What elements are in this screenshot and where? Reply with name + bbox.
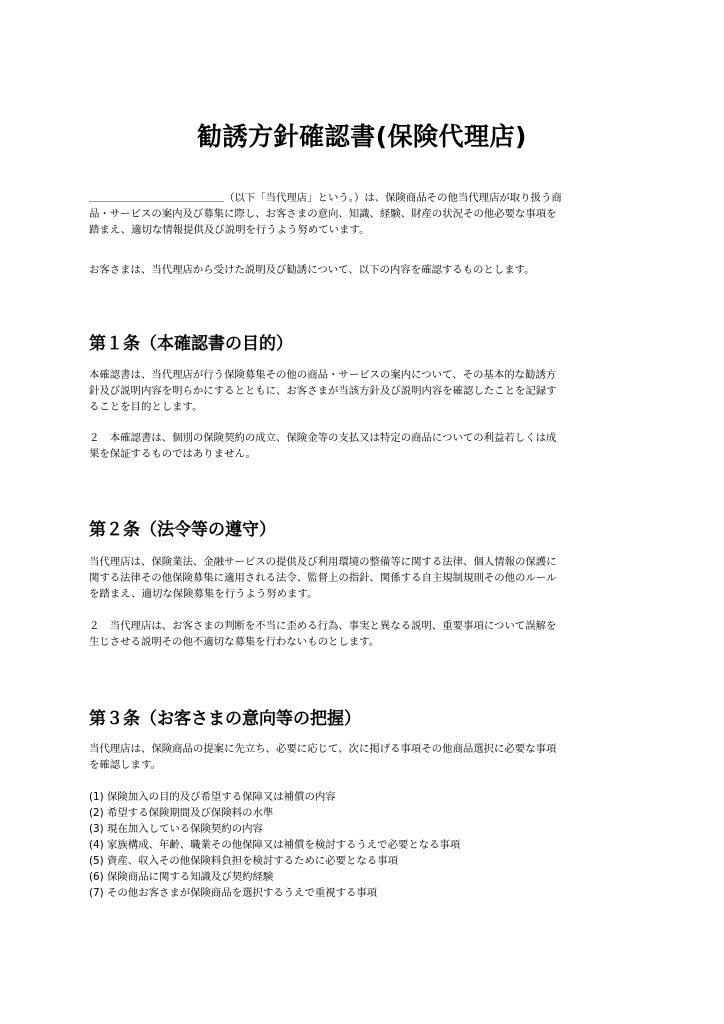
intro-paragraph-2: [89, 262, 637, 278]
article-1-paragraph-1: [89, 367, 637, 415]
article-3-heading: 第３条（お客さまの意向等の把握）: [89, 709, 361, 729]
paragraph-line: ２ 当代理店は、お客さまの判断を不当に歪める行為、事実と異なる説明、重要事項について誤解を: [89, 620, 557, 632]
paragraph-line: 当代理店は、保険業法、金融サービスの提供及び利用環境の整備等に関する法律、個人情報の保護に: [89, 556, 557, 568]
article-3-paragraph-1: [89, 741, 637, 773]
list-item: (2) 希望する保険期間及び保険料の水準: [89, 807, 274, 819]
paragraph-line: 関する法律その他保険募集に適用される法令、監督上の指針、関係する自主規制規則その他のルール: [89, 572, 557, 584]
list-item: (6) 保険商品に関する知識及び契約経験: [89, 871, 274, 883]
intro-line: お客さまは、当代理店から受けた説明及び勧誘について、以下の内容を確認するものとします。: [89, 264, 535, 276]
article-2-heading: 第２条（法令等の遵守）: [89, 520, 276, 540]
paragraph-line: 生じさせる説明その他不適切な募集を行わないものとします。: [89, 636, 380, 648]
intro-paragraph: [89, 190, 637, 238]
article-2-paragraph-1: [89, 554, 637, 602]
paragraph-line: を確認します。: [89, 759, 161, 771]
paragraph-line: 当代理店は、保険商品の提案に先立ち、必要に応じて、次に掲げる事項その他商品選択に必要な事項: [89, 743, 557, 755]
paragraph-line: 果を保証するものではありません。: [89, 448, 256, 460]
list-item: (3) 現在加入している保険契約の内容: [89, 823, 263, 835]
intro-line: 品・サービスの案内及び募集に際し、お客さまの意向、知識、経験、財産の状況その他必要な事項を: [89, 208, 557, 220]
document-title: 勧誘方針確認書(保険代理店): [197, 122, 527, 151]
list-item: (4) 家族構成、年齢、職業その他保障又は補償を検討するうえで必要となる事項: [89, 839, 461, 851]
paragraph-line: を踏まえ、適切な保険募集を行うよう努めます。: [89, 588, 318, 600]
paragraph-line: ２ 本確認書は、個別の保険契約の成立、保険金等の支払又は特定の商品についての利益若しくは成: [89, 432, 557, 444]
intro-line: 踏まえ、適切な情報提供及び説明を行うよう努めています。: [89, 224, 370, 236]
article-3-item-list: [89, 789, 637, 901]
paragraph-line: 針及び説明内容を明らかにするとともに、お客さまが当該方針及び説明内容を確認したことを記録す: [89, 385, 557, 397]
intro-line: ＿＿＿＿＿＿＿＿＿＿＿＿＿（以下「当代理店」という。）は、保険商品その他当代理店が取り扱う商: [89, 192, 562, 204]
article-1-heading: 第１条（本確認書の目的）: [89, 334, 293, 354]
article-1-paragraph-2: [89, 430, 637, 462]
article-2-paragraph-2: [89, 618, 637, 650]
list-item: (5) 資産、収入その他保険料負担を検討するために必要となる事項: [89, 855, 398, 867]
paragraph-line: ることを目的とします。: [89, 401, 203, 413]
paragraph-line: 本確認書は、当代理店が行う保険募集その他の商品・サービスの案内について、その基本的な勧誘方: [89, 369, 557, 381]
list-item: (1) 保険加入の目的及び希望する保障又は補償の内容: [89, 791, 336, 803]
list-item: (7) その他お客さまが保険商品を選択するうえで重視する事項: [89, 887, 378, 899]
